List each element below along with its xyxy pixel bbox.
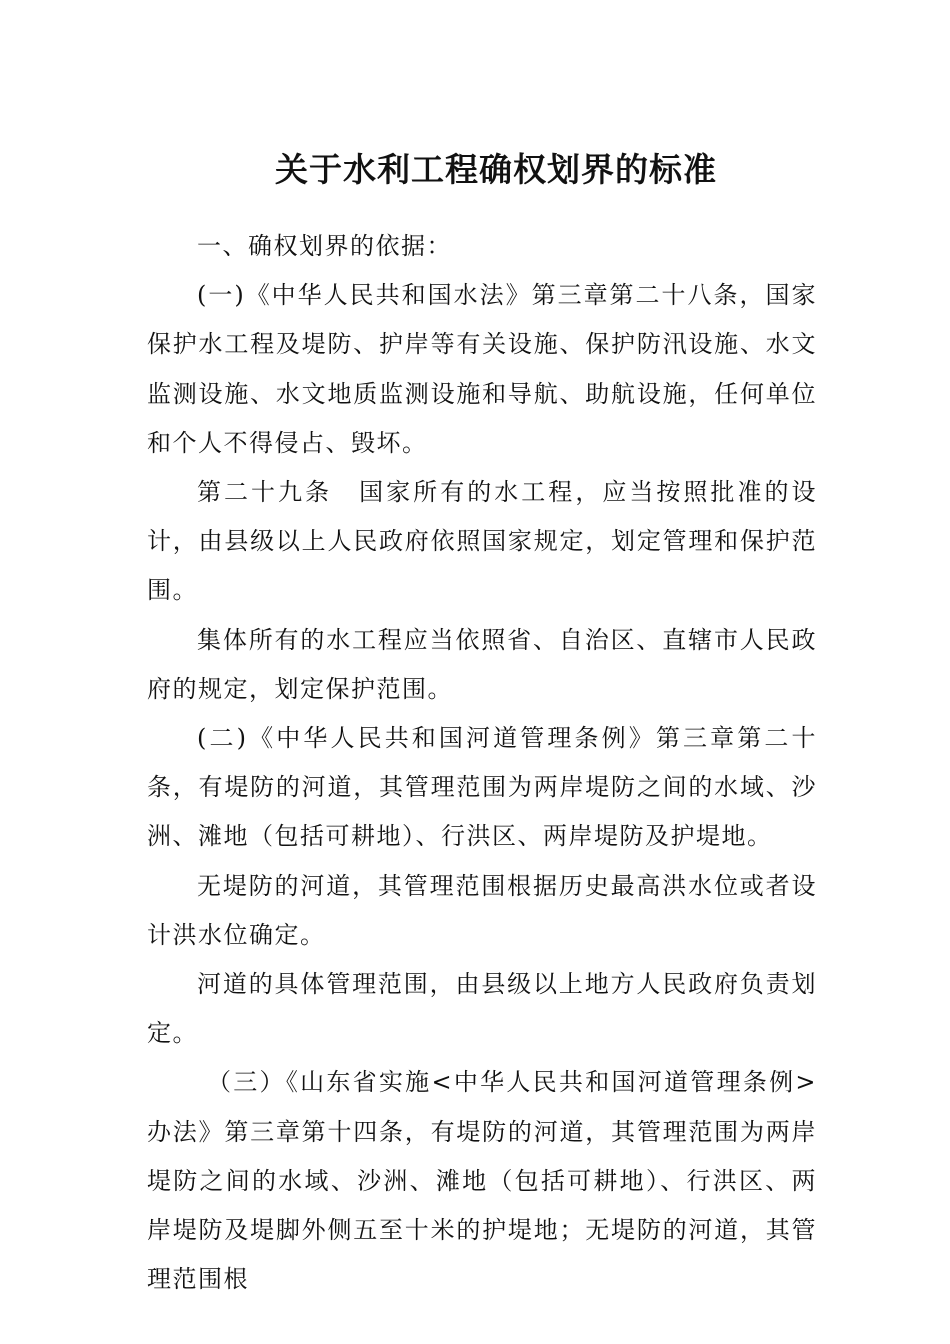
section-heading-basis: 一、确权划界的依据： <box>197 232 452 260</box>
paragraph-river-regulation: (二)《中华人民共和国河道管理条例》第三章第二十条，有堤防的河道，其管理范围为两岸堤防之间的水域、沙洲、滩地（包括可耕地）、行洪区、两岸堤防及护堤地。 <box>147 724 817 851</box>
document-title: 关于水利工程确权划界的标准 <box>275 150 717 190</box>
paragraph-water-law: (一)《中华人民共和国水法》第三章第二十八条，国家保护水工程及堤防、护岸等有关设施、保护防汛设施、水文监测设施、水文地质监测设施和导航、助航设施，任何单位和个人不得侵占、毁坏。 <box>147 281 817 457</box>
paragraph-no-embankment: 无堤防的河道，其管理范围根据历史最高洪水位或者设计洪水位确定。 <box>147 871 817 949</box>
paragraph-river-scope: 河道的具体管理范围，由县级以上地方人民政府负责划定。 <box>147 970 817 1048</box>
paragraph-shandong-measures: （三）《山东省实施<中华人民共和国河道管理条例>办法》第三章第十四条，有堤防的河道，其管理范围为两岸堤防之间的水域、沙洲、滩地（包括可耕地）、行洪区、两岸堤防及堤脚外侧五至十米的护堤地；无堤防的河道，其管理范围根 <box>147 1068 817 1294</box>
document-body <box>147 222 817 1304</box>
paragraph-article-29: 第二十九条 国家所有的水工程，应当按照批准的设计，由县级以上人民政府依照国家规定，划定管理和保护范围。 <box>147 478 817 605</box>
paragraph-collective-projects: 集体所有的水工程应当依照省、自治区、直辖市人民政府的规定，划定保护范围。 <box>147 625 817 703</box>
